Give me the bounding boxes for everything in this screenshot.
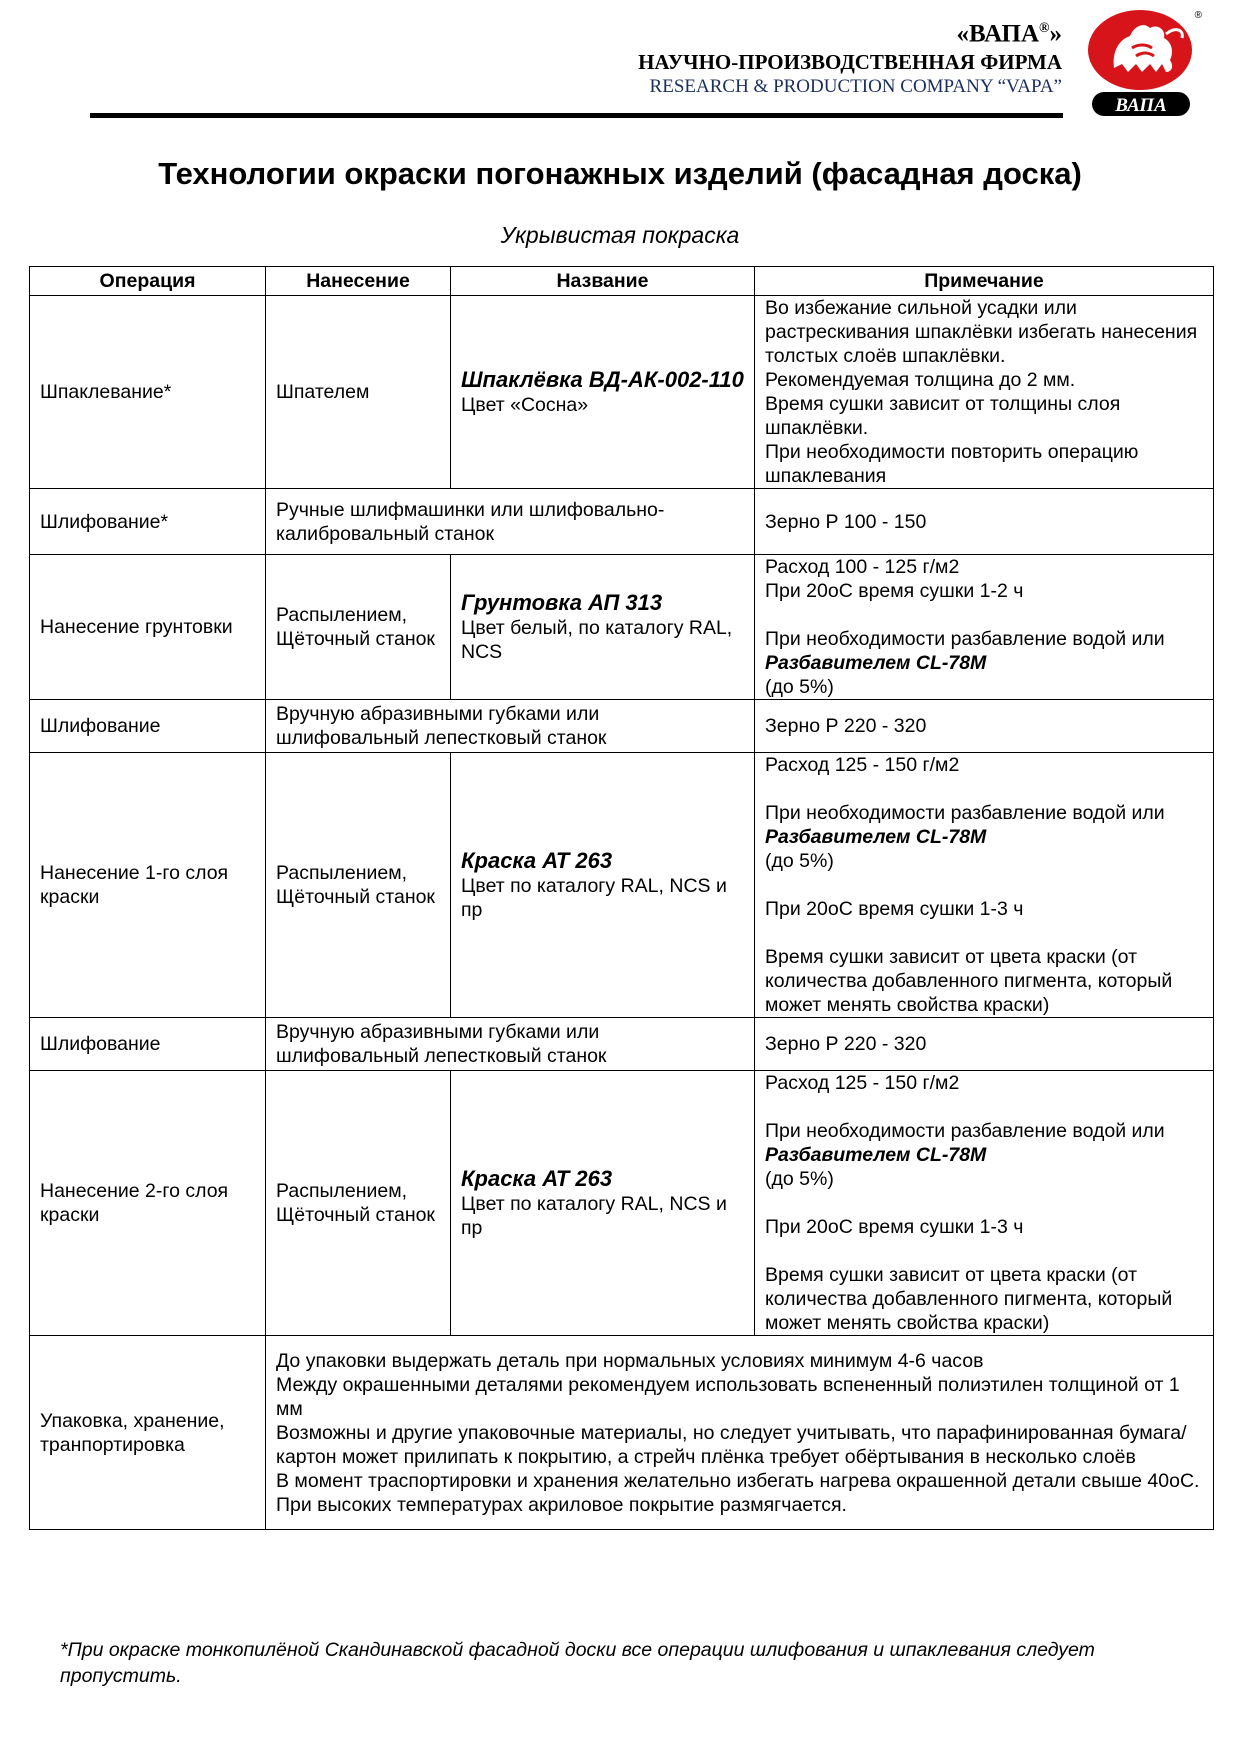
table-row	[30, 489, 1214, 555]
company-name-ru: НАУЧНО-ПРОИЗВОДСТВЕННАЯ ФИРМА	[638, 50, 1062, 75]
application-cell: Шпателем	[266, 296, 451, 489]
product-description: Цвет по каталогу RAL, NCS и пр	[461, 875, 727, 921]
table-row	[30, 753, 1214, 1018]
product-description: Цвет по каталогу RAL, NCS и пр	[461, 1193, 727, 1239]
table-row	[30, 1336, 1214, 1530]
column-header-application: Нанесение	[266, 267, 451, 296]
product-cell	[451, 555, 755, 700]
application-cell: Распылением, Щёточный станок	[266, 753, 451, 1018]
thinner-name: Разбавителем CL-78M	[765, 1144, 987, 1166]
operation-cell: Нанесение 1-го слоя краски	[30, 753, 266, 1018]
page-subtitle: Укрывистая покраска	[500, 222, 740, 248]
technology-table	[29, 266, 1214, 1530]
vapa-logo-icon	[1084, 8, 1210, 120]
note-cell: Во избежание сильной усадки или растрескивания шпаклёвки избегать нанесения толстых слоёв шпаклёвки. Рекомендуемая толщина до 2 мм. Время сушки зависит от толщины слоя шпаклёвки. При необходимости повторить операцию шпаклевания	[755, 296, 1214, 489]
packaging-details-cell: До упаковки выдержать деталь при нормальных условиях минимум 4-6 часов Между окрашенными деталями рекомендуем использовать вспененный полиэтилен толщиной от 1 мм Возможны и другие упаковочные материалы, но следует учитывать, что парафинированная бумага/картон может прилипать к покрытию, а стрейч плёнка требует обёртывания в несколько слоёв В момент траспортировки и хранения желательно избегать нагрева окрашенной детали свыше 40оС. При высоких температурах акриловое покрытие размягчается.	[266, 1336, 1214, 1530]
company-header	[638, 14, 1062, 99]
table-row	[30, 1071, 1214, 1336]
company-name-en: RESEARCH & PRODUCTION COMPANY “VAPA”	[649, 76, 1062, 98]
brand-name: «ВАПА®»	[956, 20, 1062, 48]
product-cell	[451, 296, 755, 489]
product-name: Краска АТ 263	[461, 1166, 613, 1191]
product-name: Шпаклёвка ВД-АК-002-110	[461, 367, 744, 392]
table-row	[30, 555, 1214, 700]
note-cell: Зерно Р 100 - 150	[755, 489, 1214, 555]
svg-text:®: ®	[1194, 10, 1202, 21]
thinner-name: Разбавителем CL-78M	[765, 826, 987, 848]
operation-cell: Нанесение 2-го слоя краски	[30, 1071, 266, 1336]
application-cell: Распылением, Щёточный станок	[266, 555, 451, 700]
note-cell: Зерно Р 220 - 320	[755, 700, 1214, 753]
note-cell: Расход 125 - 150 г/м2 При необходимости разбавление водой или Разбавителем CL-78M (до 5%) При 20оС время сушки 1-3 ч Время сушки зависит от цвета краски (от количества добавленного пигмента, который может менять свойства краски)	[755, 1071, 1214, 1336]
application-cell: Вручную абразивными губками или шлифовальный лепестковый станок	[266, 1018, 755, 1071]
application-cell: Вручную абразивными губками или шлифовальный лепестковый станок	[266, 700, 755, 753]
operation-cell: Шлифование	[30, 700, 266, 753]
operation-cell: Нанесение грунтовки	[30, 555, 266, 700]
note-cell: Расход 125 - 150 г/м2 При необходимости разбавление водой или Разбавителем CL-78M (до 5%) При 20оС время сушки 1-3 ч Время сушки зависит от цвета краски (от количества добавленного пигмента, который может менять свойства краски)	[755, 753, 1214, 1018]
thinner-name: Разбавителем CL-78M	[765, 652, 987, 674]
operation-cell: Шлифование	[30, 1018, 266, 1071]
note-cell: Зерно Р 220 - 320	[755, 1018, 1214, 1071]
product-name: Краска АТ 263	[461, 848, 613, 873]
table-row	[30, 296, 1214, 489]
application-cell: Распылением, Щёточный станок	[266, 1071, 451, 1336]
logo-text: ВАПА	[1115, 95, 1167, 116]
product-cell	[451, 753, 755, 1018]
footnote: *При окраске тонкопилёной Скандинавской фасадной доски все операции шлифования и шпаклевания следует пропустить.	[60, 1639, 1095, 1687]
column-header-note: Примечание	[755, 267, 1214, 296]
table-row	[30, 700, 1214, 753]
column-header-operation: Операция	[30, 267, 266, 296]
header-rule	[90, 113, 1063, 118]
table-row	[30, 1018, 1214, 1071]
operation-cell: Упаковка, хранение, транпортировка	[30, 1336, 266, 1530]
table-header-row	[30, 267, 1214, 296]
product-cell	[451, 1071, 755, 1336]
application-cell: Ручные шлифмашинки или шлифовально-калибровальный станок	[266, 489, 755, 555]
product-description: Цвет белый, по каталогу RAL, NCS	[461, 617, 733, 663]
operation-cell: Шлифование*	[30, 489, 266, 555]
column-header-name: Название	[451, 267, 755, 296]
page-title: Технологии окраски погонажных изделий (фасадная доска)	[158, 156, 1082, 191]
product-description: Цвет «Сосна»	[461, 394, 589, 416]
operation-cell: Шпаклевание*	[30, 296, 266, 489]
product-name: Грунтовка АП 313	[461, 590, 663, 615]
note-cell: Расход 100 - 125 г/м2 При 20оС время сушки 1-2 ч При необходимости разбавление водой или Разбавителем CL-78M (до 5%)	[755, 555, 1214, 700]
